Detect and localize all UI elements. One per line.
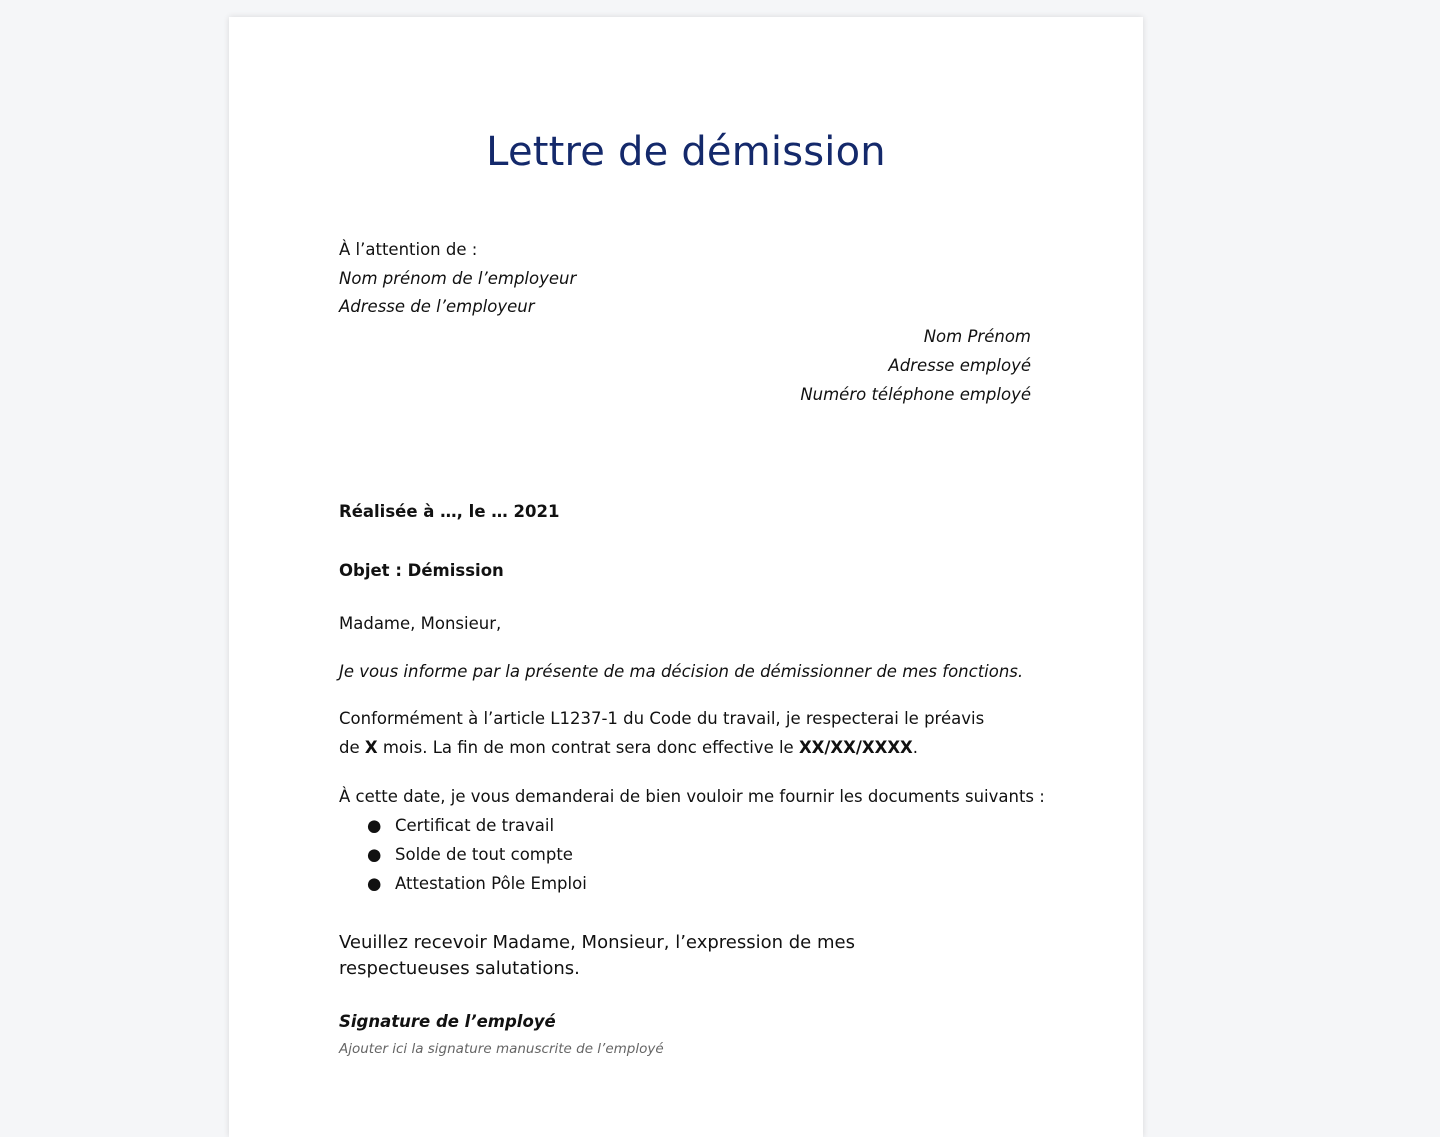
list-item: [339, 811, 587, 840]
subject-line: Objet : Démission: [339, 561, 504, 580]
document-label: Attestation Pôle Emploi: [395, 874, 587, 893]
closing-paragraph: Veuillez recevoir Madame, Monsieur, l’expression de mes respectueuses salutations.: [339, 932, 855, 979]
document-label: Certificat de travail: [395, 816, 555, 835]
page-title: Lettre de démission: [486, 129, 886, 175]
notice-text-middle: mois. La fin de mon contrat sera donc effective le: [377, 738, 799, 757]
letter-body: [339, 17, 1045, 1117]
notice-duration: X: [364, 738, 378, 757]
signature-hint: Ajouter ici la signature manuscrite de l’employé: [339, 1041, 664, 1057]
notice-paragraph: [339, 704, 999, 762]
document-label: Solde de tout compte: [395, 845, 573, 864]
sender-phone: Numéro téléphone employé: [800, 385, 1031, 404]
employer-name: Nom prénom de l’employeur: [339, 269, 577, 288]
notice-text-after: .: [912, 738, 919, 757]
bullet-icon: ●: [367, 845, 382, 864]
employer-address: Adresse de l’employeur: [339, 297, 535, 316]
sender-address: Adresse employé: [888, 356, 1031, 375]
documents-intro: À cette date, je vous demanderai de bien vouloir me fournir les documents suivants :: [339, 787, 1045, 806]
bullet-icon: ●: [367, 816, 382, 835]
contract-end-date: XX/XX/XXXX: [798, 738, 913, 757]
list-item: [339, 840, 587, 869]
attention-label: À l’attention de :: [339, 240, 478, 259]
notice-text-before: Conformément à l’article L1237-1 du Code du travail, je respecterai le préavis de: [339, 709, 985, 757]
salutation: Madame, Monsieur,: [339, 614, 502, 633]
signature-title: Signature de l’employé: [339, 1012, 556, 1031]
sender-name: Nom Prénom: [923, 327, 1031, 346]
list-item: [339, 869, 587, 898]
intro-paragraph: Je vous informe par la présente de ma décision de démissionner de mes fonctions.: [339, 662, 1024, 681]
place-date: Réalisée à …, le … 2021: [339, 502, 560, 521]
bullet-icon: ●: [367, 874, 382, 893]
documents-list: [339, 811, 587, 898]
letter-page: [229, 17, 1143, 1137]
